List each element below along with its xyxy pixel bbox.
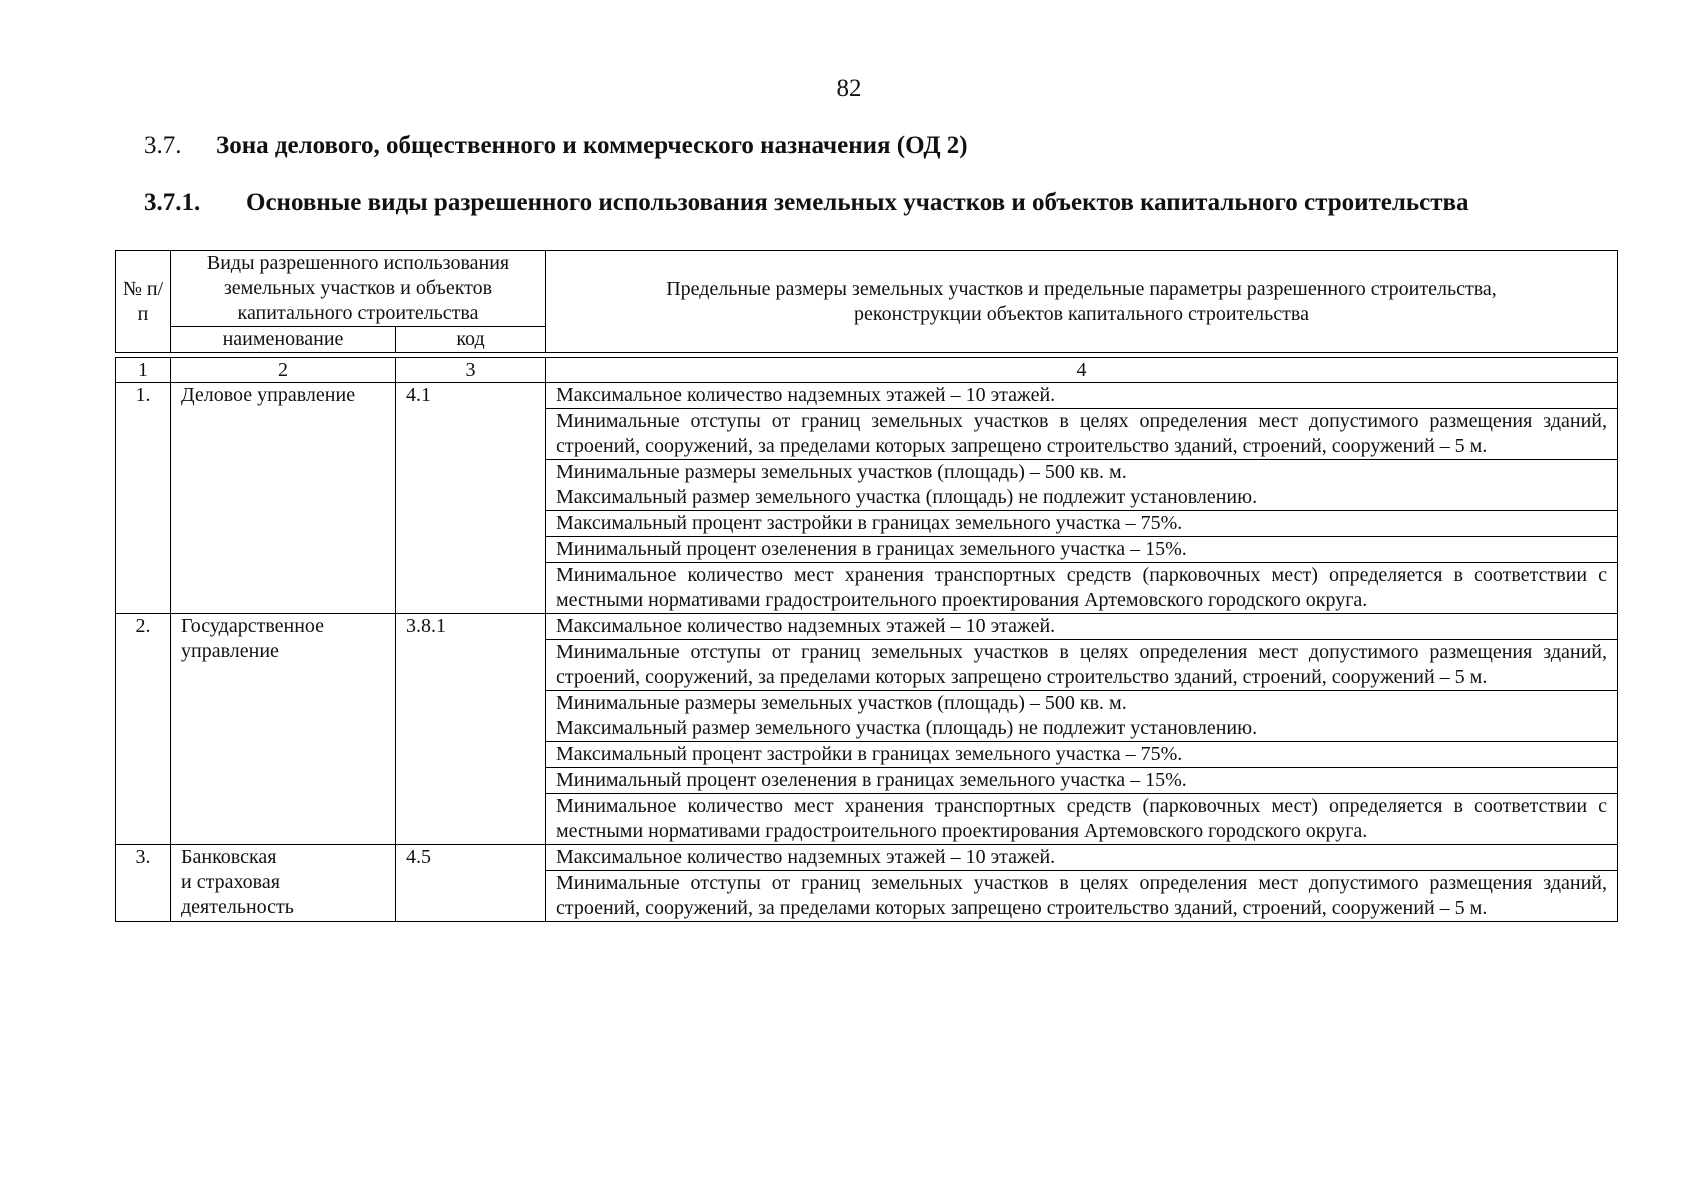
- header-row: [116, 251, 1618, 327]
- table-row: [116, 845, 1618, 871]
- param-cell: Минимальные отступы от границ земельных участков в целях определения мест допустимого размещения зданий, строений, сооружений, за пределами которых запрещено строительство зданий, строений, сооружений – 5 м.: [546, 640, 1618, 691]
- param-line: Минимальные размеры земельных участков (площадь) – 500 кв. м.: [556, 692, 1127, 714]
- row-name: Деловое управление: [171, 383, 396, 614]
- row-num: 1.: [116, 383, 171, 614]
- param-cell: Минимальное количество мест хранения транспортных средств (парковочных мест) определяется в соответствии с местными нормативами градостроительного проектирования Артемовского городского округа.: [546, 794, 1618, 845]
- param-cell: Минимальный процент озеленения в границах земельного участка – 15%.: [546, 537, 1618, 563]
- header-num: № п/п: [116, 251, 171, 353]
- param-cell: Минимальный процент озеленения в границах земельного участка – 15%.: [546, 768, 1618, 794]
- row-name-line: Банковская: [181, 846, 277, 868]
- table-row: [116, 383, 1618, 409]
- param-cell: [546, 460, 1618, 511]
- row-code: 3.8.1: [396, 614, 546, 845]
- row-code: 4.1: [396, 383, 546, 614]
- column-number: 1: [116, 358, 171, 383]
- row-code: 4.5: [396, 845, 546, 922]
- page-number: 82: [836, 75, 862, 102]
- param-cell: Минимальное количество мест хранения транспортных средств (парковочных мест) определяется в соответствии с местными нормативами градостроительного проектирования Артемовского городского округа.: [546, 563, 1618, 614]
- subsection-heading: [144, 188, 1617, 218]
- column-numbers-row: [116, 358, 1618, 383]
- row-name-line: и страховая: [181, 871, 280, 893]
- row-name: [171, 845, 396, 922]
- param-cell: Минимальные отступы от границ земельных участков в целях определения мест допустимого размещения зданий, строений, сооружений, за пределами которых запрещено строительство зданий, строений, сооружений – 5 м.: [546, 871, 1618, 922]
- column-number: 4: [546, 358, 1618, 383]
- subsection-title: Основные виды разрешенного использования земельных участков и объектов капитального строительства: [246, 189, 1469, 216]
- column-number: 2: [171, 358, 396, 383]
- param-line: Максимальный размер земельного участка (площадь) не подлежит установлению.: [556, 486, 1258, 508]
- section-title: Зона делового, общественного и коммерческого назначения (ОД 2): [216, 132, 968, 159]
- regulations-table: [115, 250, 1618, 922]
- param-line: Минимальные размеры земельных участков (площадь) – 500 кв. м.: [556, 461, 1127, 483]
- param-cell: Максимальный процент застройки в границах земельного участка – 75%.: [546, 511, 1618, 537]
- header-params: Предельные размеры земельных участков и предельные параметры разрешенного строительства, реконструкции объектов капитального строительства: [546, 251, 1618, 353]
- param-cell: Максимальное количество надземных этажей – 10 этажей.: [546, 383, 1618, 409]
- header-kinds: Виды разрешенного использования земельных участков и объектов капитального строительства: [171, 251, 546, 327]
- param-cell: [546, 691, 1618, 742]
- section-heading: [144, 131, 968, 161]
- param-line: Максимальный размер земельного участка (площадь) не подлежит установлению.: [556, 717, 1258, 739]
- header-name: наименование: [171, 327, 396, 353]
- row-name: Государственное управление: [171, 614, 396, 845]
- param-cell: Максимальный процент застройки в границах земельного участка – 75%.: [546, 742, 1618, 768]
- param-cell: Максимальное количество надземных этажей – 10 этажей.: [546, 845, 1618, 871]
- row-name-line: деятельность: [181, 896, 294, 918]
- header-code: код: [396, 327, 546, 353]
- row-num: 2.: [116, 614, 171, 845]
- section-number: 3.7.: [144, 132, 182, 159]
- row-num: 3.: [116, 845, 171, 922]
- param-cell: Минимальные отступы от границ земельных участков в целях определения мест допустимого размещения зданий, строений, сооружений, за пределами которых запрещено строительство зданий, строений, сооружений – 5 м.: [546, 409, 1618, 460]
- subsection-number: 3.7.1.: [144, 189, 201, 216]
- table-row: [116, 614, 1618, 640]
- column-number: 3: [396, 358, 546, 383]
- param-cell: Максимальное количество надземных этажей – 10 этажей.: [546, 614, 1618, 640]
